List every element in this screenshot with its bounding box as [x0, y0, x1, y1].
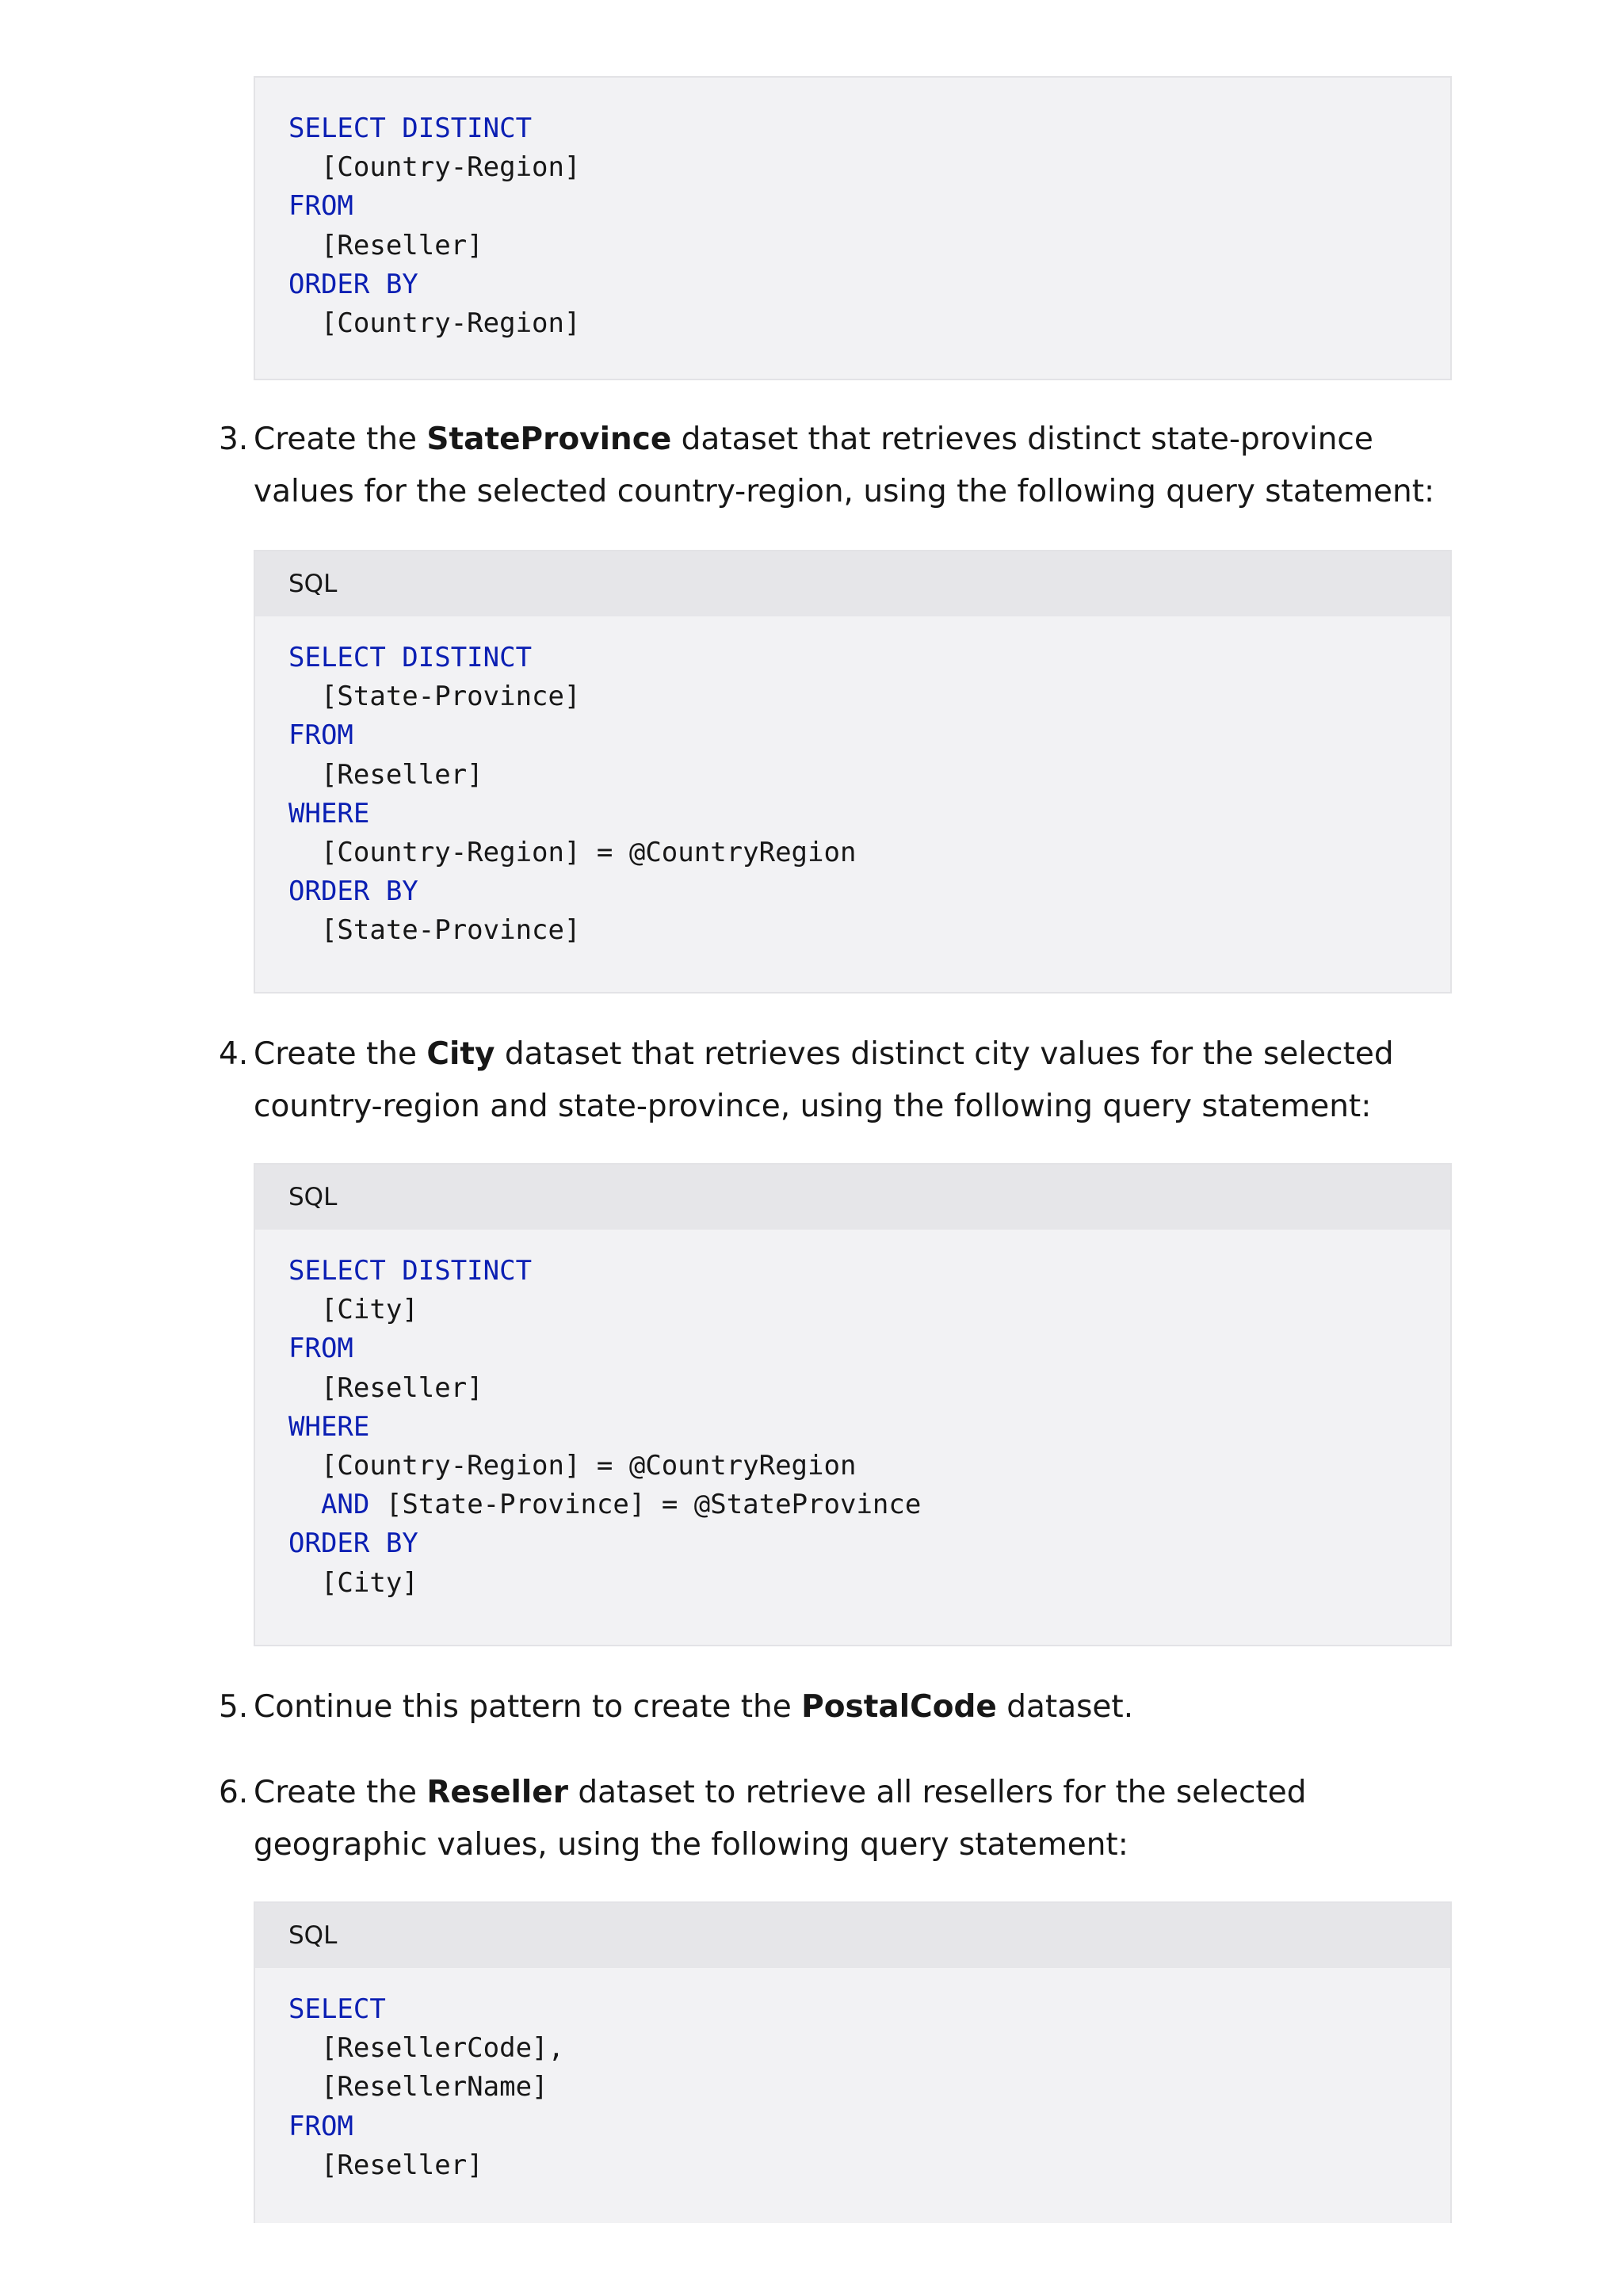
code-text: [Country-Region] — [288, 151, 581, 184]
code-text: [City] — [288, 1566, 418, 1599]
step-3 — [219, 414, 1487, 518]
code-text: [State-Province] — [288, 914, 581, 947]
code-body — [255, 78, 1450, 343]
code-line — [288, 639, 1450, 677]
code-block-state-province — [254, 550, 1452, 994]
step-6 — [219, 1767, 1487, 1871]
code-line — [288, 756, 1450, 795]
code-line — [288, 1447, 1450, 1486]
code-text: [Country-Region] = @CountryRegion — [288, 836, 857, 868]
code-line — [288, 911, 1450, 950]
code-text: [State-Province] = @StateProvince — [369, 1489, 922, 1521]
step-text: Continue this pattern to create the PostalCode dataset. — [254, 1689, 1134, 1725]
step-text: Create the StateProvince dataset that retrieves distinct state-province values for the selected country-region, using the following query statement: — [254, 421, 1435, 509]
code-line — [288, 109, 1450, 148]
sql-keyword: FROM — [288, 190, 353, 223]
step-text: Create the Reseller dataset to retrieve all resellers for the selected geographic values, using the following query statement: — [254, 1775, 1307, 1863]
code-line — [288, 1564, 1450, 1603]
sql-keyword: WHERE — [288, 797, 370, 830]
code-text: [Country-Region] = @CountryRegion — [288, 1449, 857, 1482]
code-line — [288, 227, 1450, 265]
code-line — [288, 1291, 1450, 1329]
code-line — [288, 1369, 1450, 1408]
code-body — [255, 616, 1450, 951]
code-line — [288, 304, 1450, 343]
dataset-name: StateProvince — [426, 421, 672, 457]
code-block-city — [254, 1163, 1452, 1646]
step-number: 4. — [219, 1036, 249, 1072]
code-line — [288, 1408, 1450, 1447]
step-number: 6. — [219, 1775, 249, 1810]
code-line — [288, 1524, 1450, 1563]
sql-keyword: ORDER BY — [288, 268, 418, 300]
sql-keyword: FROM — [288, 2110, 353, 2142]
step-number: 5. — [219, 1689, 249, 1725]
code-text: [Reseller] — [288, 758, 483, 791]
code-text: [ResellerName] — [288, 2071, 548, 2103]
code-line — [288, 1329, 1450, 1368]
code-language-label: SQL — [255, 551, 1450, 616]
code-line — [288, 716, 1450, 755]
sql-keyword: AND — [320, 1489, 370, 1521]
sql-keyword: SELECT — [288, 1993, 386, 2025]
code-line — [288, 2029, 1450, 2068]
code-text: [Reseller] — [288, 2149, 483, 2181]
step-text: Create the City dataset that retrieves distinct city values for the selected country-region and state-province, using the following query statement: — [254, 1036, 1394, 1124]
code-text: [Country-Region] — [288, 307, 581, 339]
code-line — [288, 148, 1450, 187]
code-language-label: SQL — [255, 1165, 1450, 1230]
sql-keyword: ORDER BY — [288, 1527, 418, 1560]
dataset-name: Reseller — [426, 1775, 568, 1810]
sql-keyword: SELECT DISTINCT — [288, 642, 533, 673]
code-text: [City] — [288, 1294, 418, 1326]
sql-keyword: ORDER BY — [288, 875, 418, 908]
code-line — [288, 1252, 1450, 1291]
code-line — [288, 265, 1450, 304]
code-text: [Reseller] — [288, 229, 483, 261]
code-line — [288, 187, 1450, 226]
dataset-name: City — [426, 1036, 495, 1072]
code-line — [288, 2068, 1450, 2107]
code-line — [288, 677, 1450, 716]
code-line — [288, 795, 1450, 833]
code-line — [288, 833, 1450, 872]
dataset-name: PostalCode — [801, 1689, 997, 1725]
code-body — [255, 1230, 1450, 1603]
code-line — [288, 2146, 1450, 2185]
code-line — [288, 2107, 1450, 2146]
step-4 — [219, 1028, 1487, 1133]
code-line — [288, 872, 1450, 911]
code-block-country-region — [254, 76, 1452, 380]
code-text — [288, 1489, 321, 1520]
step-5 — [219, 1681, 1487, 1733]
code-text: [Reseller] — [288, 1371, 483, 1404]
sql-keyword: FROM — [288, 719, 353, 752]
sql-keyword: SELECT DISTINCT — [288, 113, 533, 144]
code-text: [ResellerCode], — [288, 2032, 564, 2065]
code-line — [288, 1990, 1450, 2029]
code-text: [State-Province] — [288, 681, 581, 713]
sql-keyword: SELECT DISTINCT — [288, 1255, 533, 1287]
step-number: 3. — [219, 421, 249, 457]
sql-keyword: FROM — [288, 1333, 353, 1365]
sql-keyword: WHERE — [288, 1410, 370, 1443]
code-language-label: SQL — [255, 1903, 1450, 1968]
code-block-reseller — [254, 1901, 1452, 2223]
code-line — [288, 1486, 1450, 1524]
code-body — [255, 1968, 1450, 2185]
